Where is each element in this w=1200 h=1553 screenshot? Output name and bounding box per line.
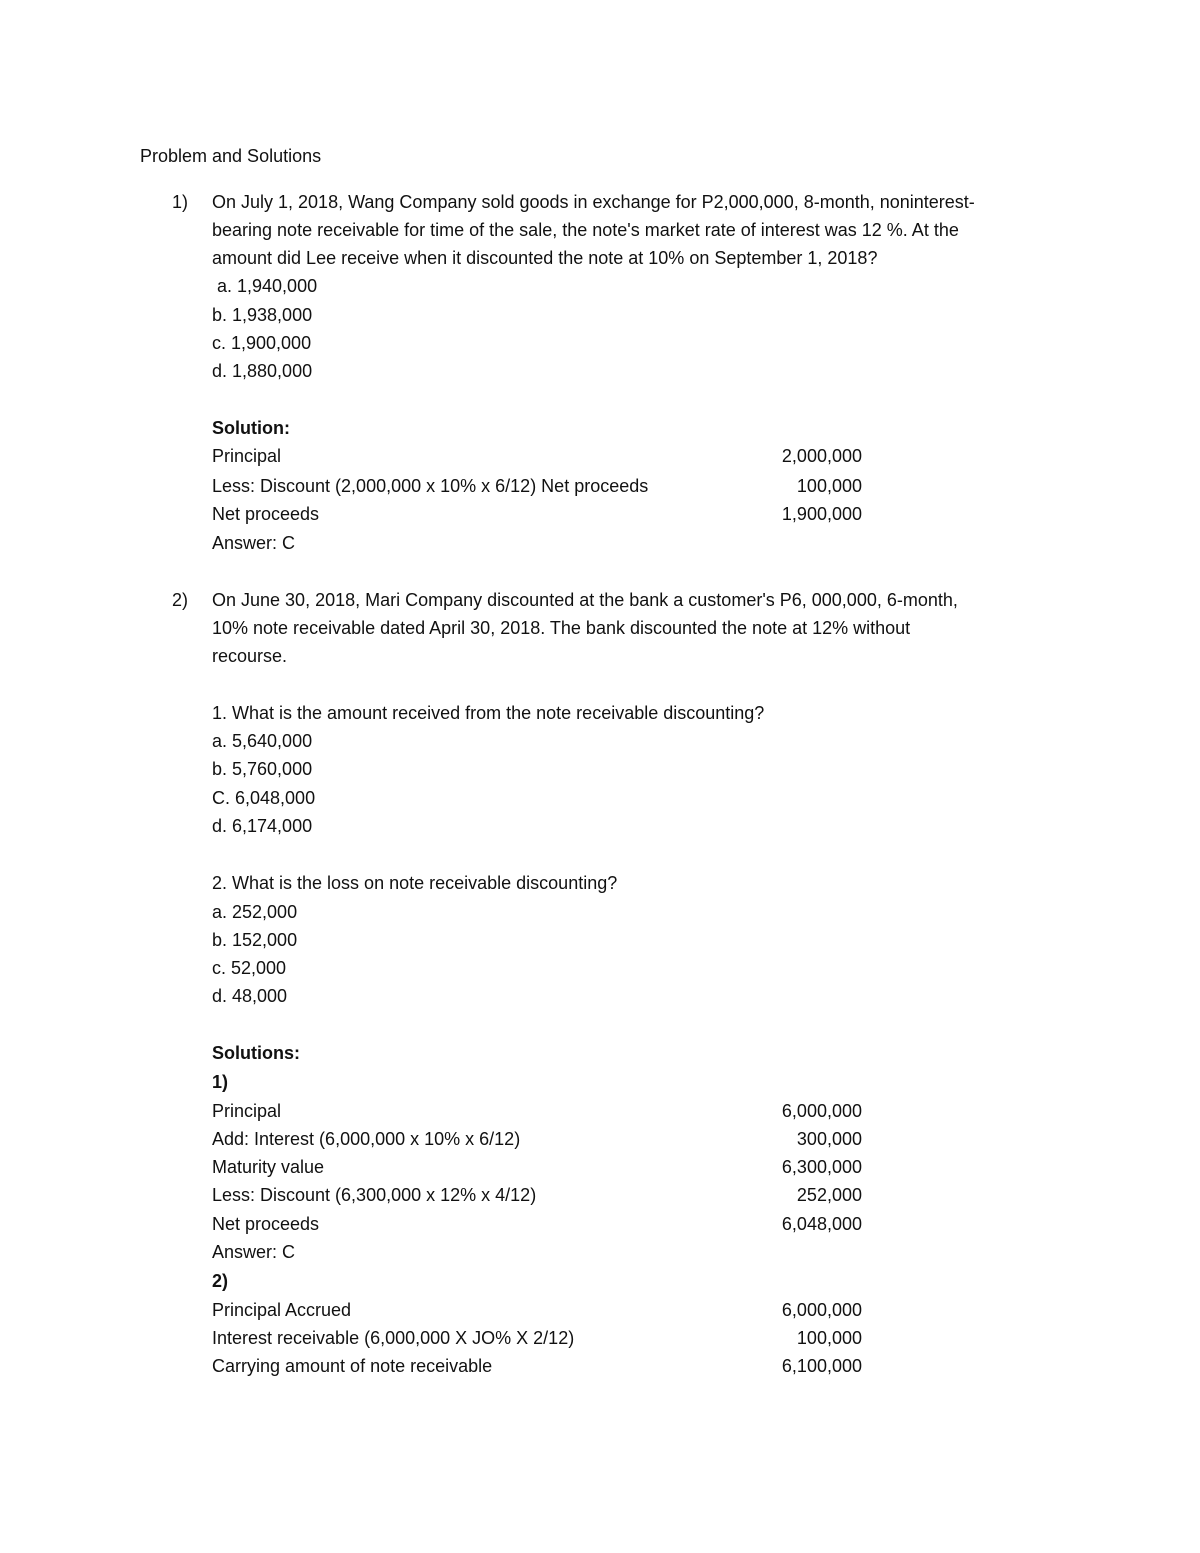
solution-row-label: Less: Discount (2,000,000 x 10% x 6/12) Net proceeds (212, 476, 649, 496)
problem-1-choice-b: b. 1,938,000 (212, 305, 313, 325)
page-title: Problem and Solutions (140, 146, 322, 166)
solution-heading: Solution: (212, 418, 290, 438)
solution-part-2-label: 2) (212, 1271, 229, 1291)
solution-part-1-label: 1) (212, 1072, 229, 1092)
solution-part-1-answer: Answer: C (212, 1242, 296, 1262)
solution-row-label: Principal (212, 1101, 282, 1121)
problem-1-choice-d: d. 1,880,000 (212, 361, 313, 381)
question-1-choice-b: b. 5,760,000 (212, 759, 313, 779)
solution-row-amount: 100,000 (796, 476, 862, 496)
question-2-text: 2. What is the loss on note receivable discounting? (212, 873, 618, 893)
question-2-choice-d: d. 48,000 (212, 986, 288, 1006)
solution-row-amount: 252,000 (796, 1185, 862, 1205)
solution-row-amount: 300,000 (796, 1129, 862, 1149)
question-2-choice-a: a. 252,000 (212, 902, 298, 922)
problem-1-text-line: On July 1, 2018, Wang Company sold goods in exchange for P2,000,000, 8-month, noninterest- (212, 192, 975, 212)
problem-1-choice-c: c. 1,900,000 (212, 333, 312, 353)
question-1-choice-c: C. 6,048,000 (212, 788, 316, 808)
solution-row-label: Carrying amount of note receivable (212, 1356, 493, 1376)
solution-row-amount: 6,048,000 (781, 1214, 862, 1234)
solution-row-label: Interest receivable (6,000,000 X JO% X 2/12) (212, 1328, 575, 1348)
solution-row-amount: 6,000,000 (781, 1300, 862, 1320)
problem-2-number: 2) (172, 590, 189, 610)
question-1-choice-d: d. 6,174,000 (212, 816, 313, 836)
solution-row-label: Less: Discount (6,300,000 x 12% x 4/12) (212, 1185, 537, 1205)
solution-row-label: Principal Accrued (212, 1300, 352, 1320)
question-1-choice-a: a. 5,640,000 (212, 731, 313, 751)
solutions-heading: Solutions: (212, 1043, 300, 1063)
problem-1-number: 1) (172, 192, 189, 212)
problem-2-text-line: On June 30, 2018, Mari Company discounted at the bank a customer's P6, 000,000, 6-month, (212, 590, 958, 610)
problem-1-answer: Answer: C (212, 533, 296, 553)
solution-row-amount: 2,000,000 (781, 446, 862, 466)
solution-row-label: Net proceeds (212, 1214, 320, 1234)
problem-1-choice-a: a. 1,940,000 (217, 276, 318, 296)
solution-row-amount: 6,100,000 (781, 1356, 862, 1376)
problem-2-text-line: 10% note receivable dated April 30, 2018. The bank discounted the note at 12% without (212, 618, 911, 638)
problem-2-text-line: recourse. (212, 646, 288, 666)
solution-row-label: Add: Interest (6,000,000 x 10% x 6/12) (212, 1129, 521, 1149)
solution-row-label: Maturity value (212, 1157, 325, 1177)
solution-row-amount: 1,900,000 (781, 504, 862, 524)
question-2-choice-b: b. 152,000 (212, 930, 298, 950)
solution-row-amount: 6,000,000 (781, 1101, 862, 1121)
solution-row-label: Principal (212, 446, 282, 466)
question-2-choice-c: c. 52,000 (212, 958, 287, 978)
problem-1-text-line: amount did Lee receive when it discounted the note at 10% on September 1, 2018? (212, 248, 878, 268)
solution-row-amount: 100,000 (796, 1328, 862, 1348)
solution-row-amount: 6,300,000 (781, 1157, 862, 1177)
question-1-text: 1. What is the amount received from the note receivable discounting? (212, 703, 765, 723)
problem-1-text-line: bearing note receivable for time of the sale, the note's market rate of interest was 12 %. At the (212, 220, 959, 240)
solution-row-label: Net proceeds (212, 504, 320, 524)
